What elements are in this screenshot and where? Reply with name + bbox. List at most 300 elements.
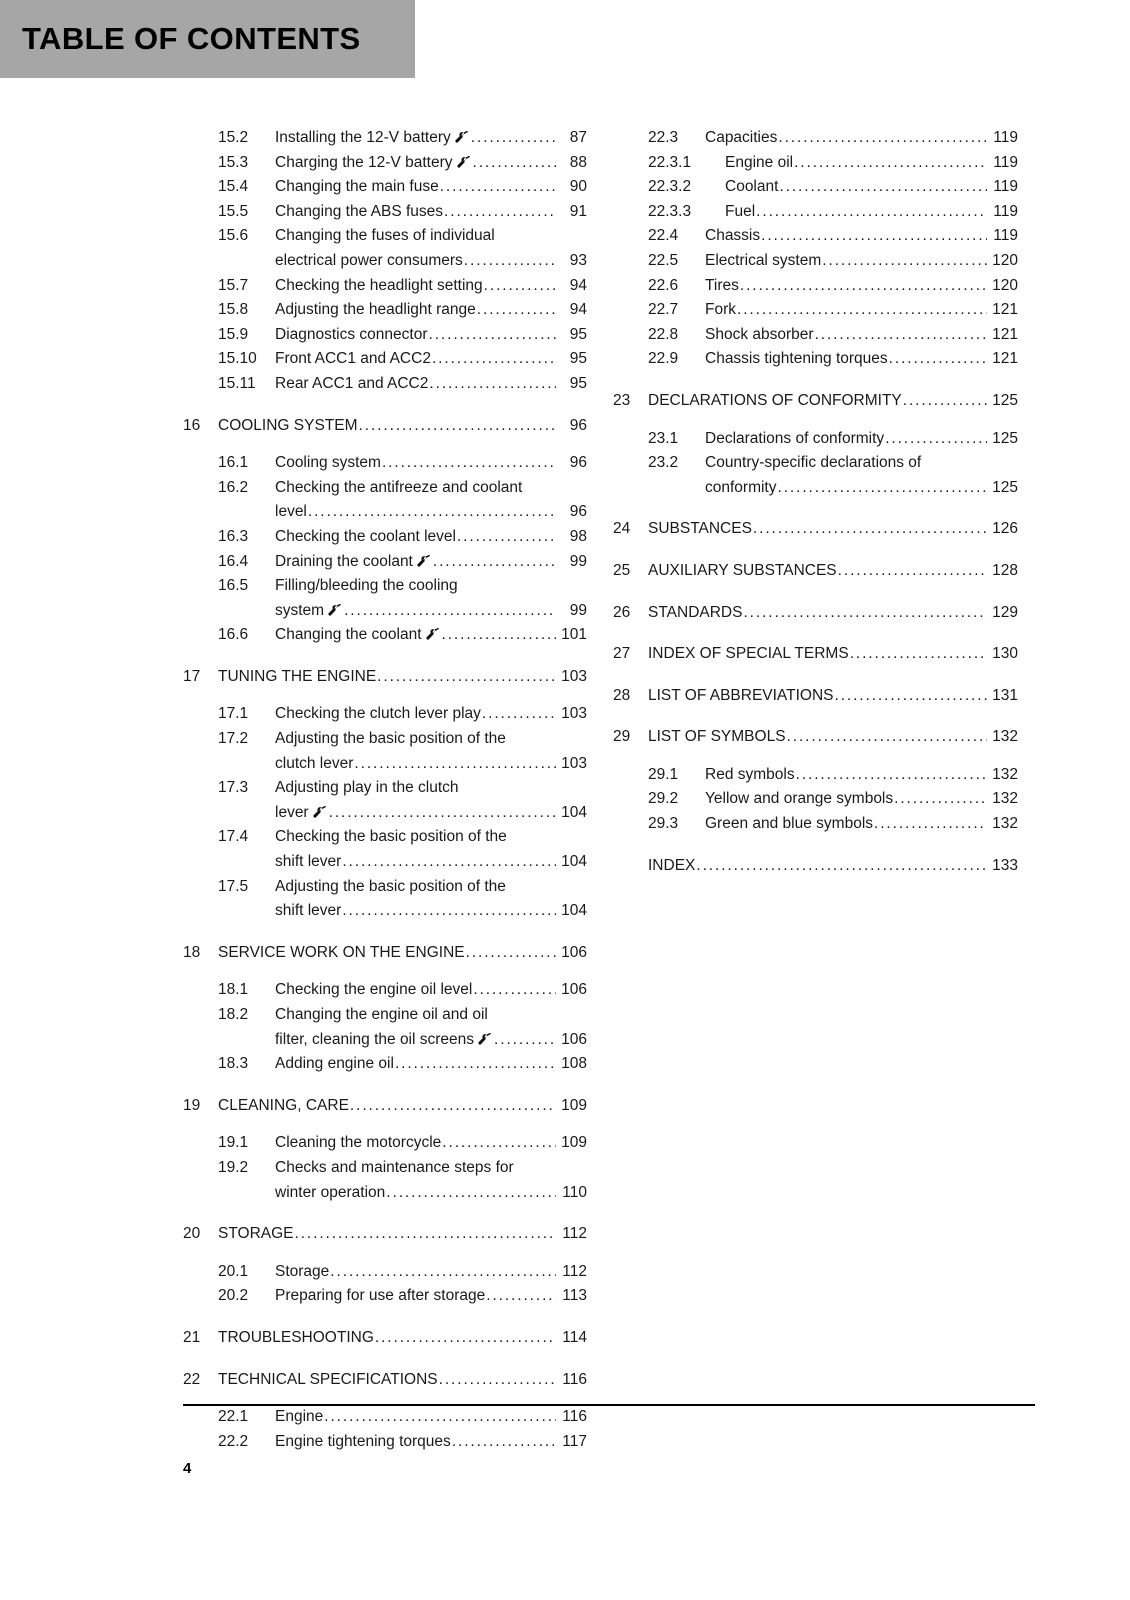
toc-entry-body [275, 175, 587, 200]
toc-entry[interactable] [183, 1284, 587, 1309]
toc-page-number: 117 [562, 1432, 587, 1450]
toc-entry-title: CLEANING, CARE [218, 1096, 349, 1114]
toc-entry[interactable] [613, 763, 1018, 788]
toc-leader-dots [457, 525, 556, 550]
toc-entry-title: COOLING SYSTEM [218, 416, 358, 434]
toc-entry[interactable] [183, 1430, 587, 1455]
wrench-icon [457, 156, 471, 168]
toc-page-number: 103 [561, 754, 587, 772]
toc-column-right [613, 126, 1018, 891]
toc-entry-title: Charging the 12-V battery [275, 153, 453, 171]
toc-entry-title: shift lever [275, 853, 342, 871]
toc-page-number: 109 [561, 1134, 587, 1152]
toc-leader-dots [329, 801, 556, 826]
toc-entry[interactable] [613, 151, 1018, 176]
toc-entry-body [648, 559, 1018, 584]
toc-entry[interactable] [183, 941, 587, 966]
toc-page-number: 95 [569, 350, 587, 368]
toc-entry[interactable] [183, 550, 587, 575]
toc-entry[interactable] [613, 854, 1018, 879]
toc-entry-title: LIST OF ABBREVIATIONS [648, 686, 834, 704]
toc-leader-dots [440, 175, 556, 200]
toc-page-number: 131 [992, 686, 1018, 704]
toc-entry[interactable] [613, 323, 1018, 348]
toc-page-number: 96 [569, 454, 587, 472]
toc-entry-number: 22.1 [218, 1408, 249, 1426]
toc-entry-number: 22.9 [648, 350, 679, 368]
toc-entry-title: Adjusting play in the clutch [275, 779, 459, 797]
toc-entry[interactable] [183, 665, 587, 690]
toc-leader-dots [344, 599, 556, 624]
toc-entry-body [275, 476, 587, 525]
toc-entry-title: INDEX [648, 856, 696, 874]
toc-page-number: 106 [561, 981, 587, 999]
toc-entry-body [705, 427, 1018, 452]
toc-entry[interactable] [183, 274, 587, 299]
toc-page-number: 106 [561, 1030, 587, 1048]
toc-entry[interactable] [183, 151, 587, 176]
toc-entry-title: Adding engine oil [275, 1055, 394, 1073]
toc-entry-body [275, 224, 587, 273]
toc-entry-title: AUXILIARY SUBSTANCES [648, 561, 837, 579]
toc-entry-number: 19.1 [218, 1134, 249, 1152]
toc-entry-body [648, 389, 1018, 414]
toc-leader-dots [377, 665, 556, 690]
toc-entry-body [275, 274, 587, 299]
toc-entry-number: 23 [613, 391, 631, 409]
toc-entry-title: electrical power consumers [275, 251, 463, 269]
toc-entry-body [218, 414, 587, 439]
toc-entry-body [705, 151, 1018, 176]
toc-column-left [183, 126, 587, 1454]
toc-entry[interactable] [613, 642, 1018, 667]
toc-leader-dots [894, 787, 987, 812]
toc-leader-dots [473, 151, 557, 176]
toc-entry-number: 22.3 [648, 129, 679, 146]
toc-leader-dots [494, 1028, 556, 1053]
toc-page-number: 121 [992, 325, 1018, 343]
toc-entry-number: 16.3 [218, 527, 249, 545]
toc-leader-dots [889, 347, 987, 372]
toc-entry-number: 29.3 [648, 815, 679, 833]
toc-entry-body [275, 1156, 587, 1205]
toc-page-number: 98 [569, 527, 587, 545]
toc-page-number: 103 [561, 705, 587, 723]
toc-page-number: 112 [562, 1225, 587, 1243]
toc-entry-body [218, 941, 587, 966]
toc-leader-dots [484, 274, 556, 299]
toc-page-number: 93 [569, 251, 587, 269]
toc-entry-number: 16.6 [218, 626, 249, 644]
toc-entry-body [275, 126, 587, 151]
toc-entry-number: 15.5 [218, 202, 249, 220]
toc-entry[interactable] [183, 372, 587, 397]
toc-page-number: 88 [569, 153, 587, 171]
toc-page-number: 99 [569, 552, 587, 570]
toc-entry-body [275, 200, 587, 225]
toc-entry-number: 29.1 [648, 765, 679, 783]
toc-entry[interactable] [613, 451, 1018, 500]
toc-entry[interactable] [183, 1405, 587, 1430]
toc-entry-body [275, 574, 587, 623]
toc-page-number: 108 [561, 1055, 587, 1073]
toc-entry-number: 23.2 [648, 454, 679, 472]
toc-entry-title: SUBSTANCES [648, 520, 752, 538]
toc-entry[interactable] [613, 787, 1018, 812]
toc-page-number: 116 [562, 1370, 587, 1388]
toc-entry-body [705, 763, 1018, 788]
toc-entry[interactable] [183, 224, 587, 273]
toc-entry-title: Electrical system [705, 251, 822, 269]
toc-leader-dots [464, 249, 556, 274]
toc-leader-dots [471, 126, 556, 151]
toc-entry-body [275, 1260, 587, 1285]
toc-entry-title: Changing the ABS fuses [275, 202, 444, 220]
toc-entry-number: 20.1 [218, 1262, 249, 1280]
toc-entry-title: Shock absorber [705, 325, 814, 343]
toc-entry-title: Front ACC1 and ACC2 [275, 350, 431, 368]
toc-entry-body [275, 1003, 587, 1052]
toc-entry-number: 16.2 [218, 478, 249, 496]
toc-entry[interactable] [183, 776, 587, 825]
toc-entry-title: winter operation [275, 1183, 386, 1201]
toc-page-number: 133 [992, 856, 1018, 874]
toc-entry-body [705, 451, 1018, 500]
toc-entry-title: Rear ACC1 and ACC2 [275, 374, 429, 392]
toc-page-number: 91 [569, 202, 587, 220]
toc-entry-body [705, 249, 1018, 274]
toc-entry-title: STORAGE [218, 1225, 294, 1243]
toc-page-number: 132 [992, 815, 1018, 833]
toc-entry[interactable] [613, 274, 1018, 299]
toc-entry[interactable] [613, 175, 1018, 200]
toc-entry-number: 26 [613, 603, 631, 621]
toc-page-number: 129 [992, 603, 1018, 621]
toc-leader-dots [885, 427, 987, 452]
toc-entry-body [275, 825, 587, 874]
toc-entry[interactable] [183, 298, 587, 323]
toc-entry[interactable] [613, 812, 1018, 837]
toc-entry-title: Checking the coolant level [275, 527, 456, 545]
page-title: TABLE OF CONTENTS [22, 21, 361, 56]
toc-page-number: 125 [992, 478, 1018, 496]
toc-entry-number: 18 [183, 943, 201, 961]
toc-entry-body [648, 642, 1018, 667]
toc-leader-dots [796, 763, 987, 788]
toc-page-number: 119 [993, 178, 1018, 196]
toc-leader-dots [342, 850, 556, 875]
toc-page-number: 94 [569, 276, 587, 294]
toc-page-number: 132 [992, 728, 1018, 746]
toc-entry[interactable] [183, 525, 587, 550]
toc-page-number: 119 [993, 202, 1018, 220]
toc-leader-dots [737, 298, 987, 323]
toc-entry[interactable] [183, 126, 587, 151]
toc-entry-number: 22.2 [218, 1432, 249, 1450]
toc-entry-body [275, 298, 587, 323]
toc-entry-title: Green and blue symbols [705, 815, 874, 833]
toc-entry[interactable] [183, 476, 587, 525]
toc-leader-dots [838, 559, 987, 584]
toc-leader-dots [452, 1430, 556, 1455]
toc-entry-title: SERVICE WORK ON THE ENGINE [218, 943, 465, 961]
toc-page-number: 96 [569, 416, 587, 434]
toc-leader-dots [439, 1368, 556, 1393]
toc-entry-body [275, 151, 587, 176]
toc-page-number: 120 [992, 251, 1018, 269]
toc-leader-dots [753, 517, 987, 542]
toc-entry-body [275, 525, 587, 550]
toc-entry-body [275, 1405, 587, 1430]
toc-entry-body [705, 175, 1018, 200]
wrench-icon [455, 131, 469, 143]
toc-entry[interactable] [613, 601, 1018, 626]
toc-entry-body [218, 1222, 587, 1247]
toc-leader-dots [350, 1094, 556, 1119]
toc-entry-title: Country-specific declarations of [705, 454, 922, 472]
toc-leader-dots [359, 414, 556, 439]
toc-entry-number: 18.2 [218, 1006, 249, 1023]
toc-entry[interactable] [183, 727, 587, 776]
toc-entry[interactable] [183, 978, 587, 1003]
toc-entry[interactable] [613, 126, 1018, 151]
toc-leader-dots [743, 601, 987, 626]
toc-entry[interactable] [183, 623, 587, 648]
toc-entry[interactable] [183, 1368, 587, 1393]
toc-entry[interactable] [183, 574, 587, 623]
toc-leader-dots [473, 978, 556, 1003]
toc-entry-number: 16 [183, 416, 201, 434]
wrench-icon [313, 806, 327, 818]
toc-entry-number: 20 [183, 1225, 201, 1243]
toc-entry[interactable] [183, 1094, 587, 1119]
toc-leader-dots [308, 500, 556, 525]
footer-divider [183, 1404, 1035, 1406]
toc-entry-body [218, 1094, 587, 1119]
toc-entry-title: Fork [705, 301, 736, 319]
toc-page-number: 99 [569, 601, 587, 619]
toc-page-number: 103 [561, 667, 587, 685]
toc-entry[interactable] [183, 702, 587, 727]
toc-entry-number: 22.5 [648, 251, 679, 269]
toc-entry-number: 17 [183, 667, 201, 685]
toc-entry-title: LIST OF SYMBOLS [648, 728, 786, 746]
toc-entry[interactable] [183, 1131, 587, 1156]
toc-page-number: 101 [561, 626, 587, 644]
toc-entry-number: 18.1 [218, 981, 249, 999]
toc-entry[interactable] [613, 347, 1018, 372]
toc-entry-title: Adjusting the basic position of the [275, 877, 506, 895]
toc-leader-dots [382, 451, 556, 476]
toc-page-number: 125 [992, 429, 1018, 447]
toc-entry[interactable] [183, 200, 587, 225]
toc-entry-body [275, 372, 587, 397]
toc-leader-dots [874, 812, 987, 837]
toc-page-number: 119 [993, 129, 1018, 146]
toc-entry-title: Checks and maintenance steps for [275, 1158, 514, 1176]
toc-page-number: 125 [992, 391, 1018, 409]
toc-leader-dots [386, 1181, 556, 1206]
toc-entry-body [705, 200, 1018, 225]
toc-page-number: 110 [562, 1183, 587, 1201]
toc-entry[interactable] [183, 825, 587, 874]
toc-page-number: 130 [992, 645, 1018, 663]
toc-entry-body [275, 1052, 587, 1077]
toc-page-number: 132 [992, 790, 1018, 808]
footer-page-number: 4 [183, 1460, 192, 1477]
toc-entry-number: 19.2 [218, 1158, 249, 1176]
toc-page-number: 96 [569, 503, 587, 521]
toc-entry-number: 17.5 [218, 877, 249, 895]
toc-leader-dots [444, 200, 556, 225]
toc-entry-body [705, 347, 1018, 372]
toc-entry-number: 22.4 [648, 227, 679, 245]
toc-entry[interactable] [613, 517, 1018, 542]
toc-entry-title: TECHNICAL SPECIFICATIONS [218, 1370, 438, 1388]
toc-leader-dots [432, 347, 556, 372]
wrench-icon [328, 604, 342, 616]
toc-entry-body [705, 787, 1018, 812]
toc-leader-dots [794, 151, 987, 176]
toc-leader-dots [822, 249, 987, 274]
toc-entry-body [705, 812, 1018, 837]
toc-entry[interactable] [183, 1156, 587, 1205]
toc-entry-title: Preparing for use after storage [275, 1287, 486, 1305]
toc-entry[interactable] [613, 684, 1018, 709]
toc-entry[interactable] [183, 1003, 587, 1052]
toc-entry-body [705, 224, 1018, 249]
toc-entry-number: 19 [183, 1096, 201, 1114]
toc-entry[interactable] [183, 414, 587, 439]
toc-entry[interactable] [613, 559, 1018, 584]
toc-entry-title: filter, cleaning the oil screens [275, 1030, 475, 1048]
toc-leader-dots [815, 323, 987, 348]
toc-entry-number: 15.9 [218, 325, 249, 343]
toc-leader-dots [466, 941, 556, 966]
toc-page-number: 114 [562, 1328, 587, 1346]
toc-entry[interactable] [613, 725, 1018, 750]
toc-leader-dots [395, 1052, 556, 1077]
toc-page-number: 120 [992, 276, 1018, 294]
toc-page-number: 112 [562, 1262, 587, 1280]
toc-leader-dots [354, 752, 556, 777]
toc-leader-dots [477, 298, 556, 323]
toc-entry-title: Tires [705, 276, 739, 294]
toc-entry-title: Cooling system [275, 454, 381, 472]
toc-entry[interactable] [613, 200, 1018, 225]
toc-leader-dots [696, 854, 987, 879]
toc-leader-dots [295, 1222, 556, 1247]
toc-entry-body [218, 1368, 587, 1393]
toc-entry-number: 29.2 [648, 790, 679, 808]
toc-entry-body [275, 1430, 587, 1455]
toc-page-number: 106 [561, 943, 587, 961]
toc-entry-title: Installing the 12-V battery [275, 129, 451, 146]
toc-page-number: 94 [569, 301, 587, 319]
toc-page-number: 116 [562, 1408, 587, 1426]
toc-entry-title: Adjusting the headlight range [275, 301, 476, 319]
toc-entry[interactable] [183, 1052, 587, 1077]
toc-entry-number: 21 [183, 1328, 201, 1346]
toc-leader-dots [429, 372, 556, 397]
toc-entry-title: Engine [275, 1408, 324, 1426]
toc-leader-dots [778, 126, 987, 151]
toc-entry-number: 22.8 [648, 325, 679, 343]
toc-leader-dots [330, 1260, 556, 1285]
toc-leader-dots [756, 200, 987, 225]
toc-entry-number: 22.7 [648, 301, 679, 319]
toc-leader-dots [375, 1326, 556, 1351]
toc-entry-title: Cleaning the motorcycle [275, 1134, 442, 1152]
toc-entry-body [705, 323, 1018, 348]
toc-entry-body [218, 1326, 587, 1351]
toc-entry-title: Chassis tightening torques [705, 350, 888, 368]
toc-entry-body [275, 451, 587, 476]
toc-entry[interactable] [613, 298, 1018, 323]
toc-entry-body [705, 298, 1018, 323]
toc-entry-title: TROUBLESHOOTING [218, 1328, 374, 1346]
toc-page-number: 128 [992, 561, 1018, 579]
toc-entry[interactable] [613, 389, 1018, 414]
toc-entry-body [275, 623, 587, 648]
toc-entry[interactable] [613, 427, 1018, 452]
toc-leader-dots [761, 224, 987, 249]
toc-entry[interactable] [183, 175, 587, 200]
toc-entry-title: level [275, 503, 307, 521]
toc-entry-title: Filling/bleeding the cooling [275, 577, 458, 595]
toc-entry-number: 15.11 [218, 374, 256, 392]
toc-entry-number: 25 [613, 561, 631, 579]
toc-page-number: 121 [992, 350, 1018, 368]
toc-entry[interactable] [183, 347, 587, 372]
toc-entry[interactable] [613, 249, 1018, 274]
toc-leader-dots [787, 725, 987, 750]
toc-entry[interactable] [183, 451, 587, 476]
toc-entry-title: STANDARDS [648, 603, 743, 621]
toc-entry-number: 22.3.1 [648, 153, 692, 171]
toc-entry-title: Changing the coolant [275, 626, 422, 644]
toc-entry[interactable] [183, 323, 587, 348]
toc-leader-dots [779, 175, 987, 200]
toc-entry-body [275, 776, 587, 825]
toc-entry-body [648, 725, 1018, 750]
toc-entry-number: 18.3 [218, 1055, 249, 1073]
toc-entry[interactable] [183, 1260, 587, 1285]
toc-entry-title: Engine tightening torques [275, 1432, 451, 1450]
toc-entry-number: 24 [613, 520, 631, 538]
toc-entry-title: lever [275, 803, 309, 821]
toc-entry-number: 16.5 [218, 577, 249, 595]
toc-entry-number: 16.4 [218, 552, 249, 570]
toc-entry-number: 22 [183, 1370, 201, 1388]
toc-entry-title: Draining the coolant [275, 552, 413, 570]
toc-entry-title: Checking the clutch lever play [275, 705, 481, 723]
toc-entry[interactable] [613, 224, 1018, 249]
toc-entry-title: DECLARATIONS OF CONFORMITY [648, 391, 902, 409]
toc-entry[interactable] [183, 1222, 587, 1247]
toc-entry-title: conformity [705, 478, 777, 496]
toc-entry-title: Coolant [725, 178, 779, 196]
toc-page-number: 119 [993, 227, 1018, 245]
toc-entry-number: 23.1 [648, 429, 679, 447]
toc-entry-number: 15.2 [218, 129, 249, 146]
toc-entry-number: 17.3 [218, 779, 249, 797]
toc-page-number: 126 [992, 520, 1018, 538]
toc-entry-title: Checking the headlight setting [275, 276, 483, 294]
toc-entry[interactable] [183, 875, 587, 924]
toc-entry[interactable] [183, 1326, 587, 1351]
toc-leader-dots [740, 274, 987, 299]
